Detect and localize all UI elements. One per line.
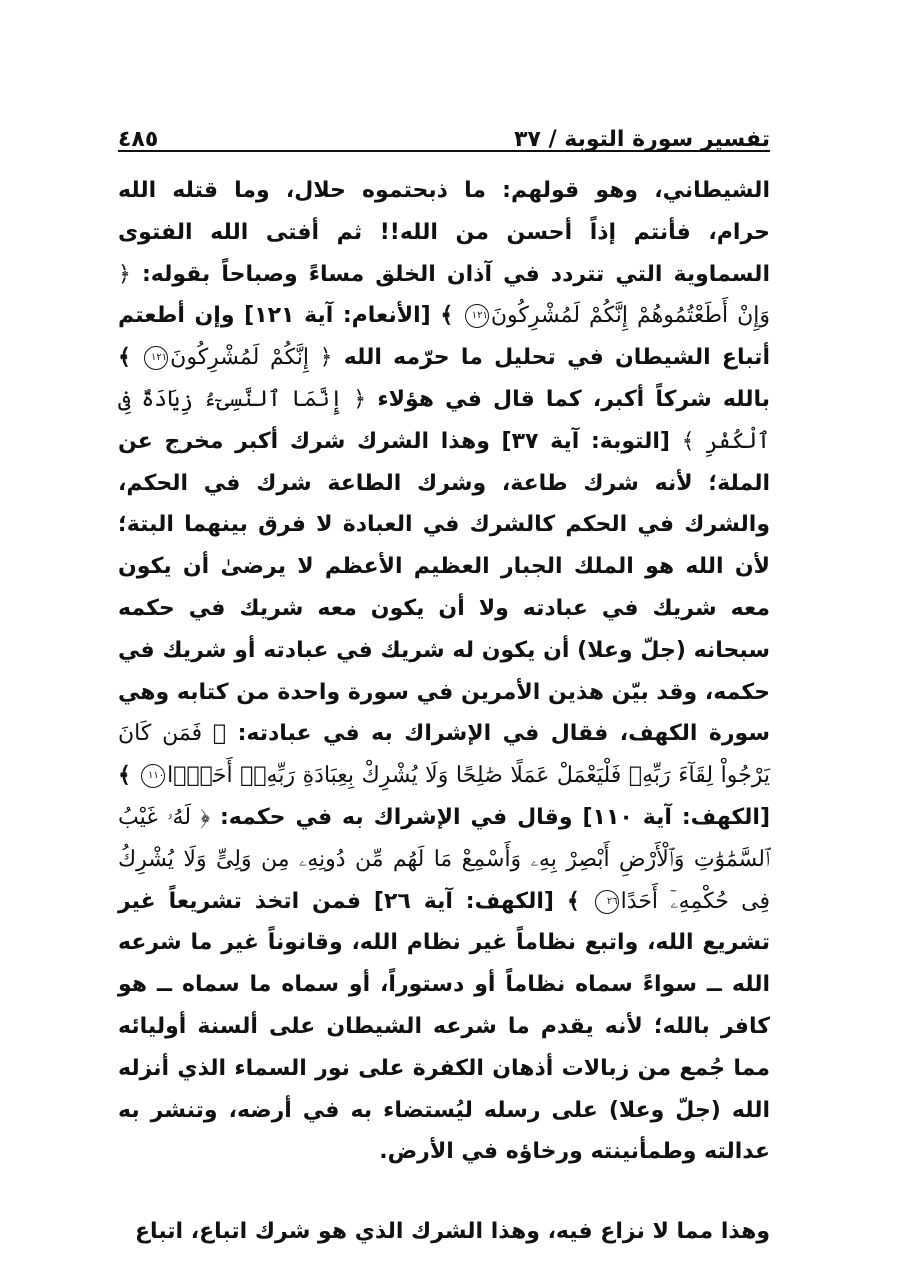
verse-number-marker: ١٢١ [465, 304, 489, 328]
body-text [118, 170, 770, 1253]
quran-quote: ﴿ فَمَن كَانَ يَرْجُواْ لِقَآءَ رَبِّهِۦ فَلْيَعْمَلْ عَمَلًا صَٰلِحًا وَلَا يُشْرِكْ بِعِبَادَةِ رَبِّهِۦٓ أَحَدًۢا [118, 721, 770, 789]
verse-number-marker: ١١٠ [141, 764, 165, 788]
text-segment: ﴾ [الأنعام: آية ١٢١] وإن أطعتم أتباع الشيطان في تحليل ما حرّمه الله [118, 303, 770, 371]
running-title: تفسير سورة التوبة / ٣٧ [514, 127, 770, 152]
text-segment: ﴾ بالله شركاً أكبر، كما قال في هؤلاء [118, 345, 770, 412]
quran-quote: ﴿ لَهُۥ غَيْبُ ٱلسَّمَٰوَٰتِ وَٱلْأَرْضِ أَبْصِرْ بِهِۦ وَأَسْمِعْ مَا لَهُم مِّن دُونِهِۦ مِن وَلِىٍّ وَلَا يُشْرِكُ فِى حُكْمِهِۦٓ أَحَدًا [118, 804, 771, 914]
header-divider [118, 150, 770, 152]
text-segment: ﴾ [الكهف: آية ٢٦] فمن اتخذ تشريعاً غير تشريع الله، واتبع نظاماً غير نظام الله، وقانوناً غير ما شرعه الله ــ سواءً سماه نظاماً أو دستوراً، أو سماه ما سماه ــ هو كافر بالله؛ لأنه يقدم ما شرعه الشيطان على ألسنة أوليائه مما جُمع من زبالات أذهان الكفرة على نور السماء الذي أنزله الله (جلّ وعلا) على رسله ليُستضاء به في أرضه، وتنشر به عدالته وطمأنينته ورخاؤه في الأرض. [118, 888, 770, 1165]
paragraph-1 [118, 170, 770, 1173]
paragraph-2: وهذا مما لا نزاع فيه، وهذا الشرك الذي هو شرك اتباع، اتباع [135, 1219, 770, 1245]
verse-number-marker: ١٢١ [144, 346, 168, 370]
text-segment: [التوبة: آية ٣٧] وهذا الشرك شرك أكبر مخرج عن الملة؛ لأنه شرك طاعة، وشرك الطاعة شرك في الحكم، والشرك في الحكم كالشرك في العبادة لا فرق بينهما البتة؛ لأن الله هو الملك الجبار العظيم الأعظم لا يرضىٰ أن يكون معه شريك في عبادته ولا أن يكون معه شريك في حكمه سبحانه (جلّ وعلا) أن يكون له شريك في عبادته أو شريك في حكمه، وقد بيّن هذين الأمرين في سورة واحدة من كتابه وهي سورة الكهف، فقال في الإشراك به في عبادته: [118, 428, 770, 747]
text-segment: ﴾ [الكهف: آية ١١٠] وقال في الإشراك به في حكمه: [118, 763, 771, 830]
page-number: ٤٨٥ [118, 127, 159, 152]
page-header [118, 112, 770, 152]
verse-number-marker: ٢٦ [595, 890, 619, 914]
quran-quote: ﴿ إِنَّمَا ٱلنَّسِىٓءُ زِيَادَةٌ فِى ٱلْكُفْرِ ﴾ [118, 386, 771, 454]
quran-quote: ﴿ إِنَّكُمْ لَمُشْرِكُونَ [170, 345, 333, 371]
text-segment: الشيطاني، وهو قولهم: ما ذبحتموه حلال، وما قتله الله حرام، فأنتم إذاً أحسن من الله!! ثم أفتى الله الفتوى السماوية التي تتردد في آذان الخلق مساءً وصباحاً بقوله: [118, 178, 770, 287]
quran-quote: ﴿ وَإِنْ أَطَعْتُمُوهُمْ إِنَّكُمْ لَمُشْرِكُونَ [118, 261, 770, 329]
